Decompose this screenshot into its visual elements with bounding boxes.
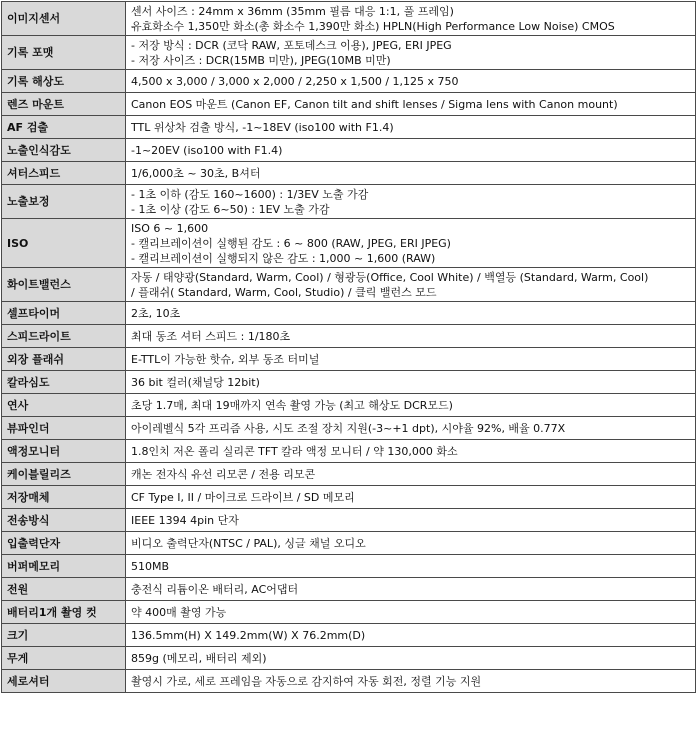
spec-label: ISO xyxy=(2,219,126,268)
spec-label: 셔터스피드 xyxy=(2,162,126,185)
spec-value-line: TTL 위상차 검출 방식, -1~18EV (iso100 with F1.4) xyxy=(131,120,394,134)
spec-label: 외장 플래쉬 xyxy=(2,348,126,371)
spec-row xyxy=(2,417,696,440)
spec-value-line: 4,500 x 3,000 / 3,000 x 2,000 / 2,250 x 1,500 / 1,125 x 750 xyxy=(131,74,459,88)
spec-value-line: 충전식 리튬이온 배터리, AC어댑터 xyxy=(131,582,299,596)
spec-value xyxy=(126,509,696,532)
spec-value xyxy=(126,348,696,371)
spec-value xyxy=(126,2,696,36)
spec-value xyxy=(126,394,696,417)
spec-value-line: 36 bit 컬러(채널당 12bit) xyxy=(131,375,260,389)
spec-label: 노출보정 xyxy=(2,185,126,219)
spec-label: 전원 xyxy=(2,578,126,601)
spec-row xyxy=(2,93,696,116)
spec-value xyxy=(126,578,696,601)
spec-value xyxy=(126,36,696,70)
spec-table xyxy=(1,1,696,693)
spec-value-line: Canon EOS 마운트 (Canon EF, Canon tilt and shift lenses / Sigma lens with Canon mount) xyxy=(131,97,618,111)
spec-row xyxy=(2,348,696,371)
spec-value-line: / 플래쉬( Standard, Warm, Cool, Studio) / 클릭 밸런스 모드 xyxy=(131,285,437,299)
spec-label: 크기 xyxy=(2,624,126,647)
spec-label: 이미지센서 xyxy=(2,2,126,36)
spec-value-line: CF Type I, II / 마이크로 드라이브 / SD 메모리 xyxy=(131,490,355,504)
spec-label: 기록 포맷 xyxy=(2,36,126,70)
spec-value xyxy=(126,70,696,93)
spec-value-line: ISO 6 ~ 1,600 xyxy=(131,221,209,235)
spec-row xyxy=(2,116,696,139)
spec-value xyxy=(126,219,696,268)
spec-label: 케이블릴리즈 xyxy=(2,463,126,486)
spec-value xyxy=(126,555,696,578)
spec-value xyxy=(126,647,696,670)
spec-label: 저장매체 xyxy=(2,486,126,509)
spec-value xyxy=(126,601,696,624)
spec-value xyxy=(126,325,696,348)
spec-row xyxy=(2,509,696,532)
spec-value-line: - 캘리브레이션이 실행된 감도 : 6 ~ 800 (RAW, JPEG, ERI JPEG) xyxy=(131,236,451,250)
spec-value-line: 1/6,000초 ~ 30초, B셔터 xyxy=(131,166,261,180)
spec-value-line: 비디오 출력단자(NTSC / PAL), 싱글 채널 오디오 xyxy=(131,536,366,550)
spec-label: 세로셔터 xyxy=(2,670,126,693)
spec-value-line: - 1초 이상 (감도 6~50) : 1EV 노출 가감 xyxy=(131,202,330,216)
spec-row xyxy=(2,486,696,509)
spec-row xyxy=(2,325,696,348)
spec-value-line: 510MB xyxy=(131,559,170,573)
spec-value-line: IEEE 1394 4pin 단자 xyxy=(131,513,239,527)
spec-value xyxy=(126,268,696,302)
spec-label: 렌즈 마운트 xyxy=(2,93,126,116)
spec-label: 스피드라이트 xyxy=(2,325,126,348)
spec-value-line: 센서 사이즈 : 24mm x 36mm (35mm 필름 대응 1:1, 풀 프레임) xyxy=(131,4,454,18)
spec-value-line: 아이레벨식 5각 프리즘 사용, 시도 조절 장치 지원(-3~+1 dpt), 시야율 92%, 배율 0.77X xyxy=(131,421,566,435)
spec-value xyxy=(126,486,696,509)
spec-value xyxy=(126,440,696,463)
spec-row xyxy=(2,601,696,624)
spec-value xyxy=(126,302,696,325)
spec-label: 전송방식 xyxy=(2,509,126,532)
spec-row xyxy=(2,532,696,555)
spec-label: 노출인식감도 xyxy=(2,139,126,162)
spec-value-line: 캐논 전자식 유선 리모콘 / 전용 리모콘 xyxy=(131,467,316,481)
spec-row xyxy=(2,624,696,647)
spec-value-line: - 1초 이하 (감도 160~1600) : 1/3EV 노출 가감 xyxy=(131,187,369,201)
spec-value-line: -1~20EV (iso100 with F1.4) xyxy=(131,143,283,157)
spec-value-line: 초당 1.7매, 최대 19매까지 연속 촬영 가능 (최고 해상도 DCR모드) xyxy=(131,398,453,412)
spec-label: 화이트밸런스 xyxy=(2,268,126,302)
spec-row xyxy=(2,578,696,601)
spec-value-line: - 저장 방식 : DCR (코닥 RAW, 포토데스크 이용), JPEG, ERI JPEG xyxy=(131,38,452,52)
spec-row xyxy=(2,70,696,93)
spec-label: 기록 해상도 xyxy=(2,70,126,93)
spec-row xyxy=(2,162,696,185)
spec-label: 칼라심도 xyxy=(2,371,126,394)
spec-value xyxy=(126,116,696,139)
spec-value xyxy=(126,371,696,394)
spec-row xyxy=(2,2,696,36)
spec-value-line: E-TTL이 가능한 핫슈, 외부 동조 터미널 xyxy=(131,352,320,366)
spec-label: 버퍼메모리 xyxy=(2,555,126,578)
spec-row xyxy=(2,219,696,268)
spec-row xyxy=(2,185,696,219)
spec-value-line: 2초, 10초 xyxy=(131,306,181,320)
spec-value-line: 약 400매 촬영 가능 xyxy=(131,605,227,619)
spec-row xyxy=(2,555,696,578)
spec-row xyxy=(2,139,696,162)
spec-row xyxy=(2,647,696,670)
spec-value-line: 136.5mm(H) X 149.2mm(W) X 76.2mm(D) xyxy=(131,628,366,642)
spec-value xyxy=(126,417,696,440)
spec-value-line: 최대 동조 셔터 스피드 : 1/180초 xyxy=(131,329,291,343)
spec-value xyxy=(126,463,696,486)
spec-value-line: - 캘리브레이션이 실행되지 않은 감도 : 1,000 ~ 1,600 (RAW) xyxy=(131,251,436,265)
spec-label: 셀프타이머 xyxy=(2,302,126,325)
spec-value-line: 859g (메모리, 배터리 제외) xyxy=(131,651,267,665)
spec-value-line: 촬영시 가로, 세로 프레임을 자동으로 감지하여 자동 회전, 정렬 기능 지원 xyxy=(131,674,482,688)
spec-value xyxy=(126,670,696,693)
spec-row xyxy=(2,302,696,325)
spec-row xyxy=(2,394,696,417)
spec-label: 뷰파인더 xyxy=(2,417,126,440)
spec-value xyxy=(126,93,696,116)
spec-row xyxy=(2,36,696,70)
spec-value xyxy=(126,162,696,185)
spec-value xyxy=(126,624,696,647)
spec-value xyxy=(126,532,696,555)
spec-row xyxy=(2,463,696,486)
spec-label: 입출력단자 xyxy=(2,532,126,555)
spec-value-line: 유효화소수 1,350만 화소(총 화소수 1,390만 화소) HPLN(High Performance Low Noise) CMOS xyxy=(131,19,615,33)
spec-label: 무게 xyxy=(2,647,126,670)
spec-label: 연사 xyxy=(2,394,126,417)
spec-row xyxy=(2,670,696,693)
spec-value-line: 자동 / 태양광(Standard, Warm, Cool) / 형광등(Office, Cool White) / 백열등 (Standard, Warm, Cool) xyxy=(131,270,649,284)
spec-value xyxy=(126,185,696,219)
spec-row xyxy=(2,440,696,463)
spec-row xyxy=(2,268,696,302)
spec-value xyxy=(126,139,696,162)
spec-table-body xyxy=(2,2,696,693)
spec-value-line: - 저장 사이즈 : DCR(15MB 미만), JPEG(10MB 미만) xyxy=(131,53,391,67)
spec-label: 배터리1개 촬영 컷 xyxy=(2,601,126,624)
spec-label: 액정모니터 xyxy=(2,440,126,463)
spec-value-line: 1.8인치 저온 폴리 실리콘 TFT 칼라 액정 모니터 / 약 130,000 화소 xyxy=(131,444,458,458)
spec-row xyxy=(2,371,696,394)
spec-label: AF 검출 xyxy=(2,116,126,139)
